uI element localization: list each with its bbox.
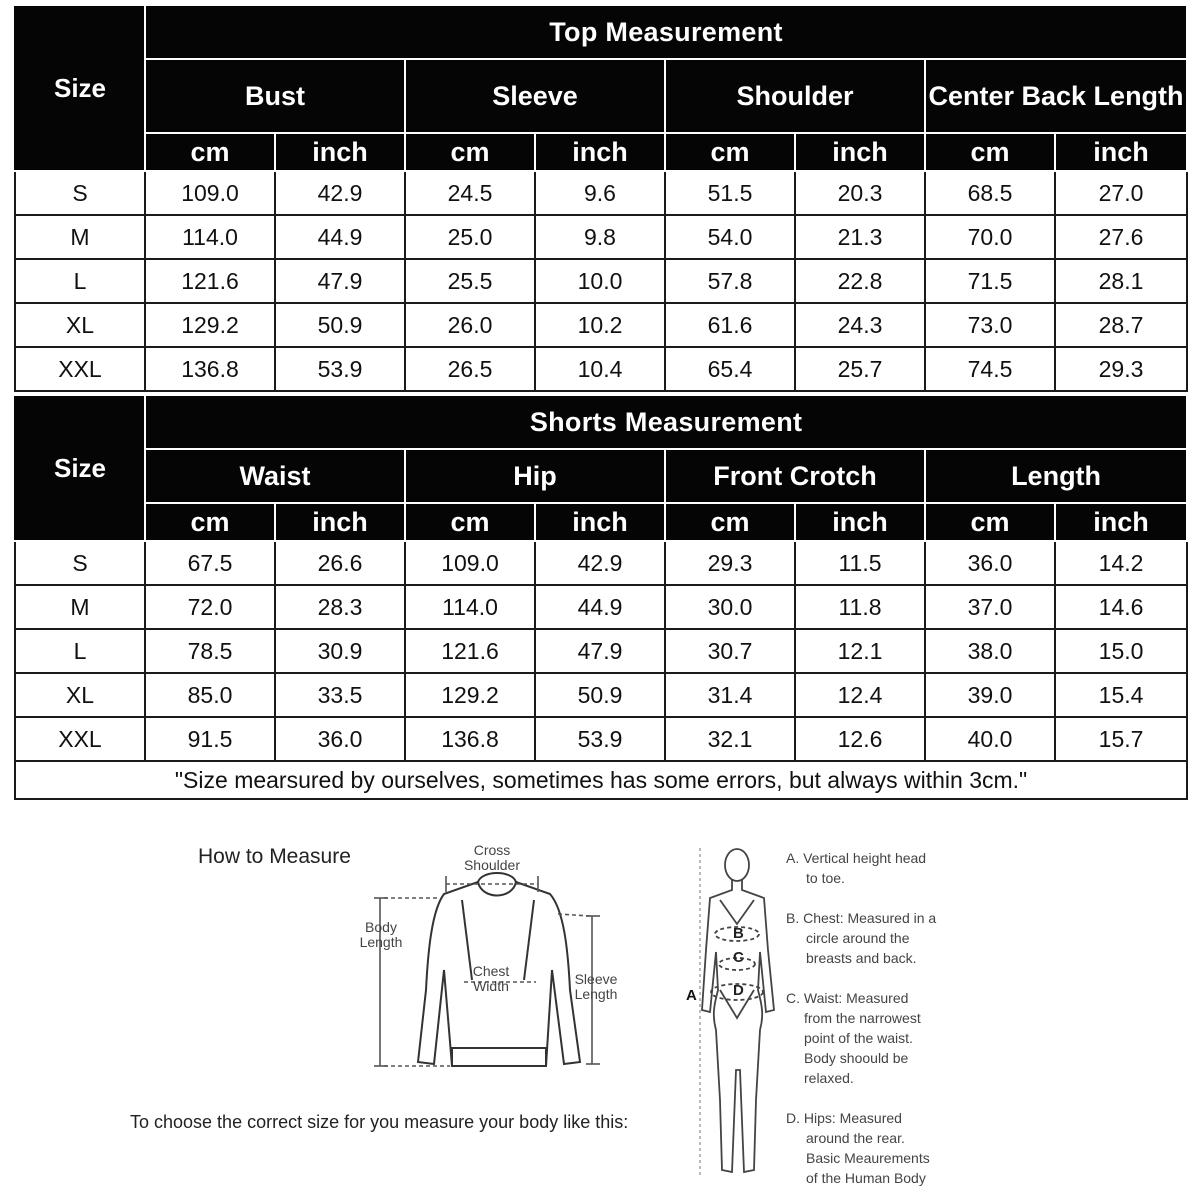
value-cell: 51.5: [665, 171, 795, 215]
value-cell: 11.8: [795, 585, 925, 629]
legend-line: around the rear.: [806, 1130, 905, 1146]
unit-header: cm: [925, 503, 1055, 541]
unit-header: inch: [535, 133, 665, 171]
value-cell: 12.1: [795, 629, 925, 673]
value-cell: 32.1: [665, 717, 795, 761]
unit-header: inch: [275, 133, 405, 171]
size-cell: XL: [15, 673, 145, 717]
value-cell: 28.3: [275, 585, 405, 629]
value-cell: 67.5: [145, 541, 275, 585]
label-line: Length: [574, 986, 618, 1002]
unit-header: inch: [275, 503, 405, 541]
top-measurement-table: [14, 4, 1188, 392]
label-line: Shoulder: [463, 857, 521, 873]
how-to-measure-title: How to Measure: [198, 845, 351, 868]
value-cell: 29.3: [665, 541, 795, 585]
value-cell: 47.9: [535, 629, 665, 673]
legend-line: C. Waist: Measured: [786, 990, 909, 1006]
table-row: [15, 541, 1187, 585]
value-cell: 109.0: [145, 171, 275, 215]
value-cell: 129.2: [145, 303, 275, 347]
column-group-header: Waist: [145, 449, 405, 503]
size-header: Size: [15, 5, 145, 171]
value-cell: 61.6: [665, 303, 795, 347]
value-cell: 25.7: [795, 347, 925, 391]
value-cell: 24.3: [795, 303, 925, 347]
value-cell: 44.9: [275, 215, 405, 259]
value-cell: 57.8: [665, 259, 795, 303]
label-line: Length: [359, 934, 403, 950]
value-cell: 114.0: [145, 215, 275, 259]
value-cell: 50.9: [275, 303, 405, 347]
unit-header: inch: [795, 503, 925, 541]
value-cell: 15.0: [1055, 629, 1187, 673]
table-title: Shorts Measurement: [145, 395, 1187, 449]
unit-header: inch: [795, 133, 925, 171]
cross-shoulder-label: [452, 843, 532, 873]
chest-width-label: [464, 964, 518, 994]
body-length-label: [356, 920, 406, 950]
value-cell: 9.8: [535, 215, 665, 259]
table-title: Top Measurement: [145, 5, 1187, 59]
legend-line: of the Human Body: [806, 1170, 926, 1186]
value-cell: 39.0: [925, 673, 1055, 717]
value-cell: 136.8: [145, 347, 275, 391]
value-cell: 47.9: [275, 259, 405, 303]
value-cell: 15.7: [1055, 717, 1187, 761]
value-cell: 36.0: [275, 717, 405, 761]
note-row: [15, 761, 1187, 799]
unit-header: cm: [405, 503, 535, 541]
legend-a: [786, 848, 976, 888]
size-cell: L: [15, 629, 145, 673]
unit-header: cm: [665, 133, 795, 171]
size-cell: XXL: [15, 717, 145, 761]
value-cell: 10.2: [535, 303, 665, 347]
legend-b: [786, 908, 976, 968]
size-cell: S: [15, 541, 145, 585]
column-group-header: Shoulder: [665, 59, 925, 133]
legend-c: [786, 988, 976, 1088]
label-line: Chest: [472, 963, 510, 979]
column-group-header: Sleeve: [405, 59, 665, 133]
value-cell: 14.2: [1055, 541, 1187, 585]
value-cell: 121.6: [145, 259, 275, 303]
value-cell: 28.1: [1055, 259, 1187, 303]
value-cell: 42.9: [275, 171, 405, 215]
column-group-header: Bust: [145, 59, 405, 133]
value-cell: 29.3: [1055, 347, 1187, 391]
unit-header: cm: [145, 133, 275, 171]
mark-d: D: [733, 982, 744, 999]
value-cell: 36.0: [925, 541, 1055, 585]
mark-a: A: [686, 987, 697, 1004]
shorts-measurement-table: [14, 394, 1188, 800]
table-row: [15, 171, 1187, 215]
value-cell: 12.4: [795, 673, 925, 717]
value-cell: 11.5: [795, 541, 925, 585]
column-group-header: Center Back Length: [925, 59, 1187, 133]
sleeve-length-label: [566, 972, 626, 1002]
mark-c: C: [733, 949, 744, 966]
value-cell: 9.6: [535, 171, 665, 215]
value-cell: 12.6: [795, 717, 925, 761]
value-cell: 78.5: [145, 629, 275, 673]
value-cell: 129.2: [405, 673, 535, 717]
value-cell: 22.8: [795, 259, 925, 303]
value-cell: 40.0: [925, 717, 1055, 761]
table-row: [15, 673, 1187, 717]
label-line: Sleeve: [574, 971, 618, 987]
size-header: Size: [15, 395, 145, 541]
legend-line: Body shoould be: [804, 1050, 909, 1066]
label-line: Cross: [473, 842, 511, 858]
value-cell: 65.4: [665, 347, 795, 391]
table-row: [15, 347, 1187, 391]
legend-line: breasts and back.: [806, 950, 917, 966]
size-cell: XL: [15, 303, 145, 347]
value-cell: 50.9: [535, 673, 665, 717]
value-cell: 71.5: [925, 259, 1055, 303]
value-cell: 73.0: [925, 303, 1055, 347]
legend-line: A. Vertical height head: [786, 850, 927, 866]
value-cell: 53.9: [535, 717, 665, 761]
value-cell: 25.0: [405, 215, 535, 259]
unit-header: inch: [535, 503, 665, 541]
column-group-header: Hip: [405, 449, 665, 503]
value-cell: 38.0: [925, 629, 1055, 673]
value-cell: 30.0: [665, 585, 795, 629]
value-cell: 53.9: [275, 347, 405, 391]
value-cell: 25.5: [405, 259, 535, 303]
column-group-header: Length: [925, 449, 1187, 503]
value-cell: 15.4: [1055, 673, 1187, 717]
value-cell: 30.7: [665, 629, 795, 673]
legend-line: from the narrowest: [804, 1010, 921, 1026]
mark-b: B: [733, 925, 744, 942]
value-cell: 74.5: [925, 347, 1055, 391]
size-cell: M: [15, 215, 145, 259]
legend-line: relaxed.: [804, 1070, 854, 1086]
value-cell: 26.6: [275, 541, 405, 585]
legend-line: circle around the: [806, 930, 910, 946]
value-cell: 114.0: [405, 585, 535, 629]
legend-line: to toe.: [806, 870, 845, 886]
table-row: [15, 259, 1187, 303]
unit-header: inch: [1055, 133, 1187, 171]
value-cell: 10.4: [535, 347, 665, 391]
value-cell: 68.5: [925, 171, 1055, 215]
size-cell: M: [15, 585, 145, 629]
table-row: [15, 215, 1187, 259]
value-cell: 136.8: [405, 717, 535, 761]
measure-instruction: To choose the correct size for you measure your body like this:: [130, 1112, 629, 1132]
value-cell: 24.5: [405, 171, 535, 215]
value-cell: 85.0: [145, 673, 275, 717]
legend-line: Basic Meaurements: [806, 1150, 930, 1166]
value-cell: 27.6: [1055, 215, 1187, 259]
size-cell: S: [15, 171, 145, 215]
unit-header: cm: [665, 503, 795, 541]
value-cell: 54.0: [665, 215, 795, 259]
unit-header: cm: [145, 503, 275, 541]
legend-line: point of the waist.: [804, 1030, 913, 1046]
size-cell: XXL: [15, 347, 145, 391]
size-note: "Size mearsured by ourselves, sometimes has some errors, but always within 3cm.": [15, 761, 1187, 799]
value-cell: 72.0: [145, 585, 275, 629]
value-cell: 31.4: [665, 673, 795, 717]
label-line: Width: [473, 978, 509, 994]
value-cell: 30.9: [275, 629, 405, 673]
value-cell: 42.9: [535, 541, 665, 585]
value-cell: 33.5: [275, 673, 405, 717]
value-cell: 21.3: [795, 215, 925, 259]
value-cell: 37.0: [925, 585, 1055, 629]
value-cell: 70.0: [925, 215, 1055, 259]
column-group-header: Front Crotch: [665, 449, 925, 503]
value-cell: 91.5: [145, 717, 275, 761]
unit-header: cm: [925, 133, 1055, 171]
table-row: [15, 585, 1187, 629]
value-cell: 14.6: [1055, 585, 1187, 629]
value-cell: 26.0: [405, 303, 535, 347]
value-cell: 20.3: [795, 171, 925, 215]
value-cell: 109.0: [405, 541, 535, 585]
legend-line: B. Chest: Measured in a: [786, 910, 937, 926]
unit-header: cm: [405, 133, 535, 171]
label-line: Body: [365, 919, 397, 935]
value-cell: 121.6: [405, 629, 535, 673]
unit-header: inch: [1055, 503, 1187, 541]
value-cell: 10.0: [535, 259, 665, 303]
table-row: [15, 717, 1187, 761]
shirt-diagram: [360, 840, 640, 1080]
value-cell: 44.9: [535, 585, 665, 629]
size-cell: L: [15, 259, 145, 303]
value-cell: 28.7: [1055, 303, 1187, 347]
body-figure: [680, 840, 780, 1190]
legend-d: [786, 1108, 976, 1188]
value-cell: 26.5: [405, 347, 535, 391]
legend-line: D. Hips: Measured: [786, 1110, 902, 1126]
table-row: [15, 629, 1187, 673]
table-row: [15, 303, 1187, 347]
value-cell: 27.0: [1055, 171, 1187, 215]
